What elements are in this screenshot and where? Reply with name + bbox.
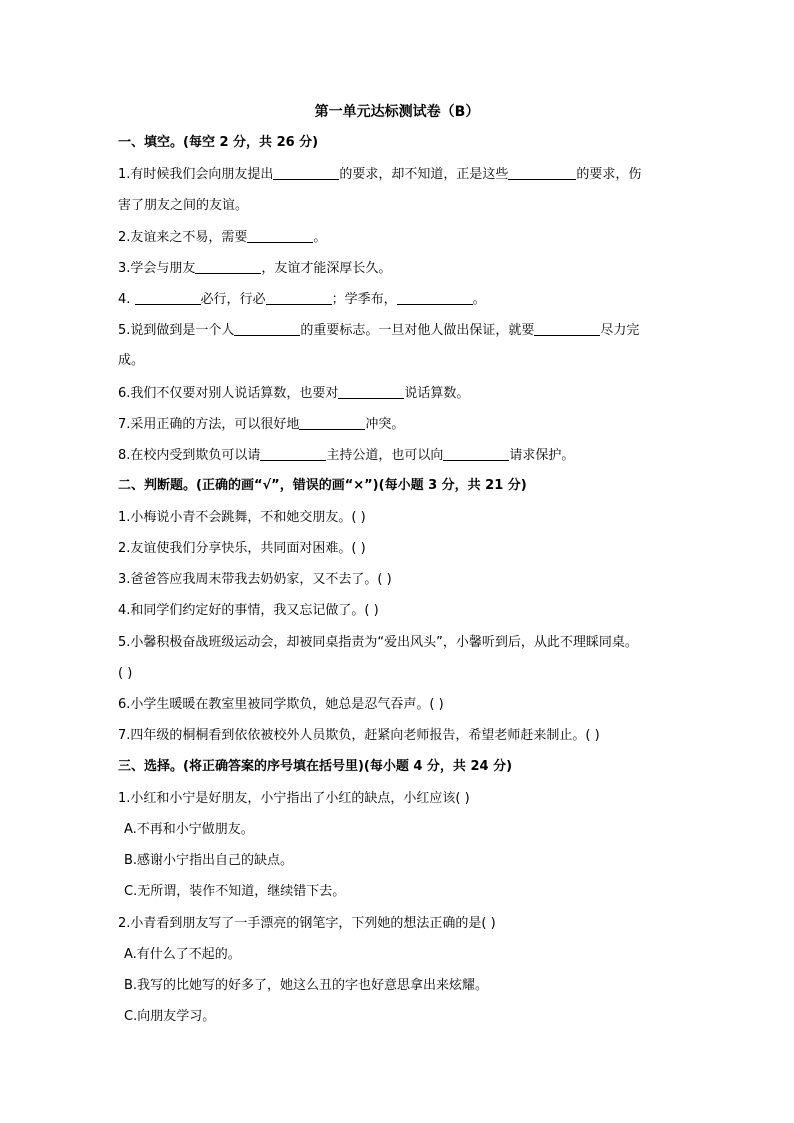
answer-blank[interactable]	[338, 384, 404, 399]
answer-blank[interactable]	[266, 290, 332, 305]
fill-question-7	[118, 415, 678, 434]
question-text: 主持公道，也可以向	[326, 448, 444, 463]
question-text: 。	[472, 292, 486, 307]
question-text: ，友谊才能深厚长久。	[261, 261, 392, 276]
question-text: 8.在校内受到欺负可以请	[118, 448, 261, 463]
answer-blank[interactable]	[260, 446, 326, 461]
judge-question-1: 1.小梅说小青不会跳舞，不和她交朋友。( )	[118, 510, 366, 525]
section-heading-judge: 二、判断题。(正确的画“√”，错误的画“×”)(每小题 3 分，共 21 分)	[118, 478, 527, 493]
answer-blank[interactable]	[234, 321, 300, 336]
section-heading-choice: 三、选择。(将正确答案的序号填在括号里)(每小题 4 分，共 24 分)	[118, 759, 513, 774]
fill-question-1-continued: 害了朋友之间的友谊。	[118, 198, 249, 213]
answer-blank[interactable]	[195, 259, 261, 274]
question-text: 冲突。	[365, 417, 405, 432]
question-text: 必行，行必	[200, 292, 266, 307]
choice-question-1: 1.小红和小宁是好朋友，小宁指出了小红的缺点，小红应该( )	[118, 791, 470, 806]
question-text: 。	[313, 230, 327, 245]
judge-question-7: 7.四年级的桐桐看到依依被校外人员欺负，赶紧向老师报告，希望老师赶来制止。( )	[118, 728, 600, 743]
question-text: 尽力完	[600, 323, 640, 338]
question-text: 2.友谊来之不易，需要	[118, 230, 248, 245]
fill-question-8	[118, 446, 678, 465]
fill-question-1	[118, 165, 678, 184]
answer-blank[interactable]	[135, 290, 201, 305]
answer-blank[interactable]	[534, 321, 600, 336]
question-text: ；学季布，	[331, 292, 397, 307]
question-text: 1.有时候我们会向朋友提出	[118, 167, 274, 182]
answer-blank[interactable]	[397, 290, 473, 305]
fill-question-6	[118, 384, 678, 403]
question-text: 请求保护。	[509, 448, 575, 463]
question-text: 的要求，却不知道，正是这些	[339, 167, 509, 182]
question-text: 4.	[118, 292, 135, 307]
fill-question-5-continued: 成。	[118, 353, 145, 368]
answer-blank[interactable]	[508, 165, 576, 180]
choice-option-a: A.不再和小宁做朋友。	[124, 822, 254, 837]
answer-blank[interactable]	[443, 446, 509, 461]
question-text: 7.采用正确的方法，可以很好地	[118, 417, 300, 432]
judge-question-4: 4.和同学们约定好的事情，我又忘记做了。( )	[118, 603, 379, 618]
choice-question-2: 2.小青看到朋友写了一手漂亮的钢笔字，下列她的想法正确的是( )	[118, 916, 496, 931]
question-text: 说话算数。	[404, 386, 470, 401]
fill-question-2	[118, 228, 678, 247]
judge-question-5: 5.小馨积极奋战班级运动会，却被同桌指责为“爱出风头”，小馨听到后，从此不理睬同桌。	[118, 635, 638, 650]
choice-option-a: A.有什么了不起的。	[124, 947, 241, 962]
choice-option-c: C.向朋友学习。	[124, 1009, 216, 1024]
judge-question-2: 2.友谊使我们分享快乐，共同面对困难。( )	[118, 541, 366, 556]
answer-blank[interactable]	[247, 228, 313, 243]
question-text: 5.说到做到是一个人	[118, 323, 235, 338]
choice-option-b: B.感谢小宁指出自己的缺点。	[124, 853, 294, 868]
fill-question-5	[118, 321, 678, 340]
fill-question-3	[118, 259, 678, 278]
question-text: 的重要标志。一旦对他人做出保证，就要	[300, 323, 535, 338]
question-text: 6.我们不仅要对别人说话算数，也要对	[118, 386, 339, 401]
section-heading-fill: 一、填空。(每空 2 分，共 26 分)	[118, 135, 319, 150]
judge-question-6: 6.小学生暖暖在教室里被同学欺负，她总是忍气吞声。( )	[118, 697, 444, 712]
judge-question-3: 3.爸爸答应我周末带我去奶奶家，又不去了。( )	[118, 572, 392, 587]
question-text: 3.学会与朋友	[118, 261, 196, 276]
choice-option-b: B.我写的比她写的好多了，她这么丑的字也好意思拿出来炫耀。	[124, 978, 489, 993]
choice-option-c: C.无所谓，装作不知道，继续错下去。	[124, 884, 346, 899]
answer-blank[interactable]	[299, 415, 365, 430]
fill-question-4	[118, 290, 678, 309]
question-text: 的要求，伤	[576, 167, 642, 182]
judge-question-5-answer: ( )	[118, 666, 133, 681]
answer-blank[interactable]	[273, 165, 339, 180]
page-title: 第一单元达标测试卷（B）	[314, 104, 480, 120]
